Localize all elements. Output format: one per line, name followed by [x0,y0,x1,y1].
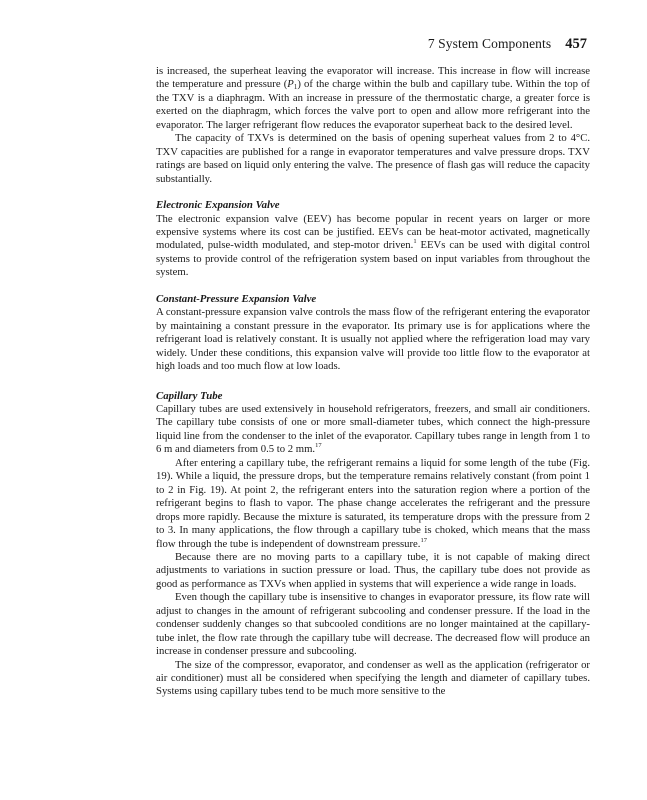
chapter-title: 7 System Components [427,36,552,51]
reference-superscript: 17 [420,536,427,544]
reference-superscript: 1 [413,238,417,246]
paragraph-txv-capacity: The capacity of TXVs is determined on the basis of opening superheat values from 2 to 4°C. TXV capacities are published for a range in evaporator temperatures and valve pressure drops. TXV ratings are based on liquid only entering the valve. The presence of flash gas will reduce the capacity substantially. [156,132,590,185]
heading-capillary-tube: Capillary Tube [156,389,223,402]
paragraph-capillary-sizing: The size of the compressor, evaporator, and condenser as well as the application (refrigerator or air conditioner) must all be considered when specifying the length and diameter of capillary tubes. Systems using capillary tubes tend to be much more sensitive to the [156,658,590,698]
heading-constant-pressure-expansion-valve: Constant-Pressure Expansion Valve [156,292,317,305]
paragraph-txv-continued: is increased, the superheat leaving the evaporator will increase. This increase in flow will increase the temperature and pressure $(P_1)$ of the charge within the bulb and capillary tube. Within the top of the TXV is a diaphragm. With an increase in pressure of the thermostatic charge, a greater force is exerted on the diaphragm, which forces the valve port to open and allow more refrigerant into the evaporator. The larger refrigerant flow reduces the evaporator superheat back to the desired level. [156,65,590,131]
paragraph-capillary-intro: Capillary tubes are used extensively in household refrigerators, freezers, and small air conditioners. The capillary tube consists of one or more small-diameter tubes, which connect the high-pressure liquid line from the condenser to the inlet of the evaporator. Capillary tubes range in length from 1 to 6 m and diameters from 0.5 to 2 mm.$^{17}$ [156,402,590,456]
page-number: 457 [565,36,587,52]
paragraph-cpev: A constant-pressure expansion valve controls the mass flow of the refrigerant entering the evaporator by maintaining a constant pressure in the evaporator. Its primary use is for applications where the refrigerant load is relatively constant. It is usually not applied where the refrigeration load may vary widely. Under these conditions, this expansion valve will provide too little flow to the evaporator at high loads and too much flow at low loads. [156,306,590,373]
heading-electronic-expansion-valve: Electronic Expansion Valve [156,199,280,212]
paragraph-capillary-no-moving-parts: Because there are no moving parts to a capillary tube, it is not capable of making direct adjustments to variations in suction pressure or load. Thus, the capillary tube does not provide as good as performance as TXVs when applied in systems that will experience a wide range in loads. [156,550,590,590]
paragraph-eev: The electronic expansion valve (EEV) has become popular in recent years on larger or more expensive systems where its cost can be justified. EEVs can be heat-motor activated, magnetically modulated, pulse-width modulated, and step-motor driven.$^1$ EEVs can be used with digital control systems to provide control of the refrigeration system based on input variables from throughout the system. [156,212,591,279]
reference-superscript: 17 [315,442,322,450]
paragraph-capillary-flow: After entering a capillary tube, the refrigerant remains a liquid for some length of the tube (Fig. 19). While a liquid, the pressure drops, but the temperature remains relatively constant (from point 1 to 2 in Fig. 19). At point 2, the refrigerant enters into the saturation region where a portion of the refrigerant begins to flash to vapor. The phase change accelerates the refrigerant and the pressure drops more rapidly. Because the mixture is saturated, its temperature drops with the pressure from 2 to 3. In many applications, the flow through a capillary tube is choked, which means that the mass flow through the tube is independent of downstream pressure.$^{17}$ [156,456,590,550]
running-header [428,36,587,53]
body-text [156,65,590,699]
paragraph-capillary-insensitive: Even though the capillary tube is insensitive to changes in evaporator pressure, its flow rate will adjust to changes in the amount of refrigerant subcooling and condenser pressure. If the load in the condenser suddenly changes so that subcooled conditions are no longer maintained at the capillary-tube inlet, the flow rate through the capillary tube will decrease. The decreased flow will produce an increase in condenser pressure and subcooling. [156,591,590,658]
